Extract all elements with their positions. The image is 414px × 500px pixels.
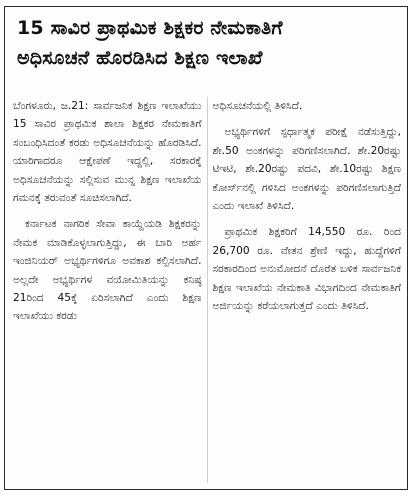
article-columns: [13, 97, 401, 483]
column-right: [213, 97, 402, 483]
paragraph: ಪ್ರಾಥಮಿಕ ಶಿಕ್ಷಕರಿಗೆ 14,550 ರೂ. ರಿಂದ 26,700 ರೂ. ವೇತನ ಶ್ರೇಣಿ ಇದ್ದು, ಹುದ್ದೆಗಳಿಗೆ ಸರಕಾರದಿಂದ ಅನುಮೋದನೆ ದೊರೆತ ಬಳಿಕ ಸಾರ್ವಜನಿಕ ಶಿಕ್ಷಣ ಇಲಾಖೆಯ ನೇಮಕಾತಿ ವಿಭಾಗದಿಂದ ನೇಮಕಾತಿಗೆ ಅರ್ಜಿಯನ್ನು ಕರೆಯಲಾಗುತ್ತದೆ ಎಂದು ತಿಳಿಸಿದೆ.: [212, 226, 401, 313]
paragraph: ಬೆಂಗಳೂರು, ಜ.21: ಸಾರ್ವಜನಿಕ ಶಿಕ್ಷಣ ಇಲಾಖೆಯು 15 ಸಾವಿರ ಪ್ರಾಥಮಿಕ ಶಾಲಾ ಶಿಕ್ಷಕರ ನೇಮಕಾತಿಗೆ ಸಂಬಂಧಿಸಿದಂತೆ ಕರಡು ಅಧಿಸೂಚನೆಯನ್ನು ಹೊರಡಿಸಿದೆ. ಯಾರಿಗಾದರೂ ಆಕ್ಷೇಪಣೆ ಇದ್ದಲ್ಲಿ, ಸರಕಾರಕ್ಕೆ ಅಧಿಸೂಚನೆಯನ್ನು ಸಲ್ಲಿಸುವ ಮುನ್ನ ಶಿಕ್ಷಣ ಇಲಾಖೆಯ ಗಮನಕ್ಕೆ ತರುವಂತೆ ಸೂಚಿಸಲಾಗಿದೆ.: [13, 100, 202, 205]
column-divider: [207, 97, 208, 483]
paragraph: ಅಧಿಸೂಚನೆಯಲ್ಲಿ ತಿಳಿಸಿದೆ.: [212, 100, 303, 112]
column-left: [13, 97, 202, 483]
paragraph: ಕರ್ನಾಟಕ ನಾಗರಿಕ ಸೇವಾ ಕಾಯ್ದೆಯಡಿ ಶಿಕ್ಷಕರನ್ನು ನೇಮಕ ಮಾಡಿಕೊಳ್ಳಲಾಗುತ್ತಿದ್ದು, ಈ ಬಾರಿ ಅರ್ಹ ಇಂಜಿನಿಯರ್ ಅಭ್ಯರ್ಥಿಗಳಿಗೂ ಅವಕಾಶ ಕಲ್ಪಿಸಲಾಗಿದೆ. ಅಲ್ಲದೇ ಅಭ್ಯರ್ಥಿಗಳ ವಯೋಮಿತಿಯನ್ನು ಕನಿಷ್ಠ 21ರಿಂದ 45ಕ್ಕೆ ಏರಿಸಲಾಗಿದೆ ಎಂದು ಶಿಕ್ಷಣ ಇಲಾಖೆಯು ಕರಡು: [13, 218, 202, 323]
headline-line-1: 15 ಸಾವಿರ ಪ್ರಾಥಮಿಕ ಶಿಕ್ಷಕರ ನೇಮಕಾತಿಗೆ: [17, 17, 283, 39]
headline-line-2: ಅಧಿಸೂಚನೆ ಹೊರಡಿಸಿದ ಶಿಕ್ಷಣ ಇಲಾಖೆ: [17, 47, 263, 69]
headline: [5, 7, 407, 77]
news-clipping: [4, 6, 408, 490]
paragraph: ಅಭ್ಯರ್ಥಿಗಳಿಗೆ ಸ್ಪರ್ಧಾತ್ಮಕ ಪರೀಕ್ಷೆ ನಡೆಸುತ್ತಿದ್ದು, ಶೇ.50 ಅಂಕಗಳನ್ನು ಪರಿಗಣಿಸಲಾಗಿದೆ. ಶೇ.20ರಷ್ಟು ಟಿಇಟಿ, ಶೇ.20ರಷ್ಟು ಪದವಿ, ಶೇ.10ರಷ್ಟು ಶಿಕ್ಷಣ ಕೋರ್ಸ್‌ನಲ್ಲಿ ಗಳಿಸಿದ ಅಂಕಗಳನ್ನು ಪರಿಗಣಿಸಲಾಗುತ್ತಿದೆ ಎಂದು ಇಲಾಖೆ ತಿಳಿಸಿದೆ.: [212, 126, 401, 213]
